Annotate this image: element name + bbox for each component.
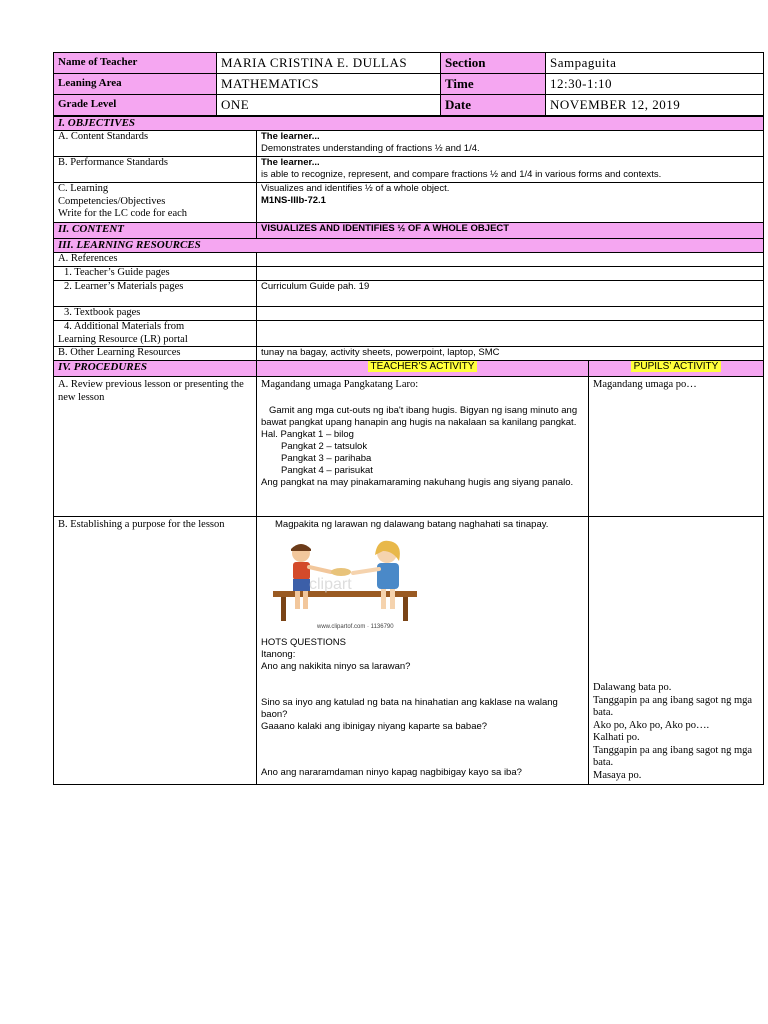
content-heading: II. CONTENT — [54, 223, 257, 239]
hots-ask: Itanong: — [261, 649, 296, 660]
other-resources-value: tunay na bagay, activity sheets, powerpoint, laptop, SMC — [257, 347, 764, 361]
hots-question-2: Sino sa inyo ang katulad ng bata na hinahatian ang kaklase na walang baon? — [261, 697, 558, 720]
header-table — [53, 52, 764, 116]
teacher-activity-header-cell — [257, 361, 589, 377]
objectives-heading: I. OBJECTIVES — [54, 117, 764, 131]
performance-standards-text: is able to recognize, represent, and compare fractions ½ and 1/4 in various forms and contexts. — [261, 169, 662, 180]
grade-label: Grade Level — [54, 95, 217, 116]
pupil-answer-1: Dalawang bata po. — [593, 682, 672, 693]
time-label: Time — [441, 74, 546, 95]
competencies-text: Visualizes and identifies ½ of a whole object. — [261, 183, 450, 194]
pupil-answer-5: Tanggapin pa ang ibang sagot ng mga bata. — [593, 744, 753, 768]
pupil-activity-header-cell — [589, 361, 764, 377]
content-standards-text: Demonstrates understanding of fractions ½ and 1/4. — [261, 143, 480, 154]
textbook-pages-value — [257, 307, 764, 321]
hots-question-3: Gaaano kalaki ang ibinigay niyang kaparte sa babae? — [261, 721, 488, 732]
content-learner: The learner... — [261, 131, 320, 142]
performance-standards-label: B. Performance Standards — [54, 157, 257, 183]
procedure-a-group-4: Pangkat 4 – parisukat — [281, 465, 373, 476]
additional-materials-line-1: 4. Additional Materials from — [64, 321, 185, 332]
competencies-label-line-1: C. Learning — [58, 183, 109, 194]
textbook-pages-label: 3. Textbook pages — [54, 307, 257, 321]
procedure-b-teacher — [257, 517, 589, 785]
children-sharing-illustration — [269, 539, 479, 631]
lm-pages-label: 2. Learner’s Materials pages — [54, 281, 257, 307]
procedure-a-instruction: Gamit ang mga cut-outs ng iba't ibang hugis. Bigyan ng isang minuto ang bawat pangkat upang hanapin ang hugis na nakalaan sa kanilang pangkat. — [261, 405, 578, 428]
content-standards-label: A. Content Standards — [54, 131, 257, 157]
performance-standards-cell — [257, 157, 764, 183]
procedure-a-teacher — [257, 377, 589, 517]
procedure-a-pupil: Magandang umaga po… — [589, 377, 764, 517]
competencies-label-line-2: Competencies/Objectives — [58, 195, 166, 207]
competencies-code: M1NS-IIIb-72.1 — [261, 195, 326, 206]
lesson-plan-table — [53, 116, 764, 785]
grade-value: ONE — [217, 95, 441, 116]
resources-heading: III. LEARNING RESOURCES — [54, 239, 764, 253]
children-sharing-bread-image — [269, 539, 479, 631]
svg-text:clipart: clipart — [309, 576, 352, 593]
performance-learner: The learner... — [261, 157, 320, 168]
procedure-a-example: Hal. Pangkat 1 – bilog — [261, 429, 354, 440]
image-credit: www.clipartof.com · 1136790 — [317, 624, 394, 630]
procedure-b-pupil — [589, 517, 764, 785]
competencies-cell — [257, 183, 764, 223]
references-label: A. References — [54, 253, 257, 267]
lm-pages-value: Curriculum Guide pah. 19 — [257, 281, 764, 307]
procedure-a-group-3: Pangkat 3 – parihaba — [281, 453, 372, 464]
competencies-label-line-3: Write for the LC code for each — [58, 208, 188, 219]
additional-materials-value — [257, 321, 764, 347]
area-value: MATHEMATICS — [217, 74, 441, 95]
pupil-activity-header: PUPILS’ ACTIVITY — [631, 361, 722, 372]
teacher-activity-header: TEACHER’S ACTIVITY — [368, 361, 478, 372]
tg-pages-label: 1. Teacher’s Guide pages — [54, 267, 257, 281]
pupil-answer-3: Ako po, Ako po, Ako po…. — [593, 719, 710, 731]
other-resources-label: B. Other Learning Resources — [54, 347, 257, 361]
procedure-a-label: A. Review previous lesson or presenting the new lesson — [54, 377, 257, 517]
date-label: Date — [441, 95, 546, 116]
competencies-label — [54, 183, 257, 223]
tg-pages-value — [257, 267, 764, 281]
references-value — [257, 253, 764, 267]
teacher-name: MARIA CRISTINA E. DULLAS — [217, 53, 441, 74]
procedure-b-label: B. Establishing a purpose for the lesson — [54, 517, 257, 785]
section-value: Sampaguita — [546, 53, 764, 74]
procedure-a-winner: Ang pangkat na may pinakamaraming nakuhang hugis ang siyang panalo. — [261, 477, 574, 488]
procedure-a-group-2: Pangkat 2 – tatsulok — [281, 441, 368, 452]
date-value: NOVEMBER 12, 2019 — [546, 95, 764, 116]
pupil-answer-6: Masaya po. — [593, 769, 642, 781]
procedures-heading: IV. PROCEDURES — [54, 361, 257, 377]
pupil-answer-4: Kalhati po. — [593, 732, 640, 743]
content-standards-cell — [257, 131, 764, 157]
teacher-label: Name of Teacher — [54, 53, 217, 74]
pupil-answer-2: Tanggapin pa ang ibang sagot ng mga bata. — [593, 694, 753, 718]
procedure-b-show: Magpakita ng larawan ng dalawang batang naghahati sa tinapay. — [275, 519, 549, 530]
hots-question-1: Ano ang nakikita ninyo sa larawan? — [261, 661, 411, 672]
procedure-a-greeting: Magandang umaga Pangkatang Laro: — [261, 379, 419, 390]
area-label: Leaning Area — [54, 74, 217, 95]
content-text: VISUALIZES AND IDENTIFIES ½ OF A WHOLE OBJECT — [257, 223, 764, 239]
hots-heading: HOTS QUESTIONS — [261, 637, 346, 648]
time-value: 12:30-1:10 — [546, 74, 764, 95]
additional-materials-label — [54, 321, 257, 347]
section-label: Section — [441, 53, 546, 74]
additional-materials-line-2: Learning Resource (LR) portal — [58, 333, 188, 345]
hots-question-4: Ano ang nararamdaman ninyo kapag nagbibigay kayo sa iba? — [261, 767, 522, 778]
